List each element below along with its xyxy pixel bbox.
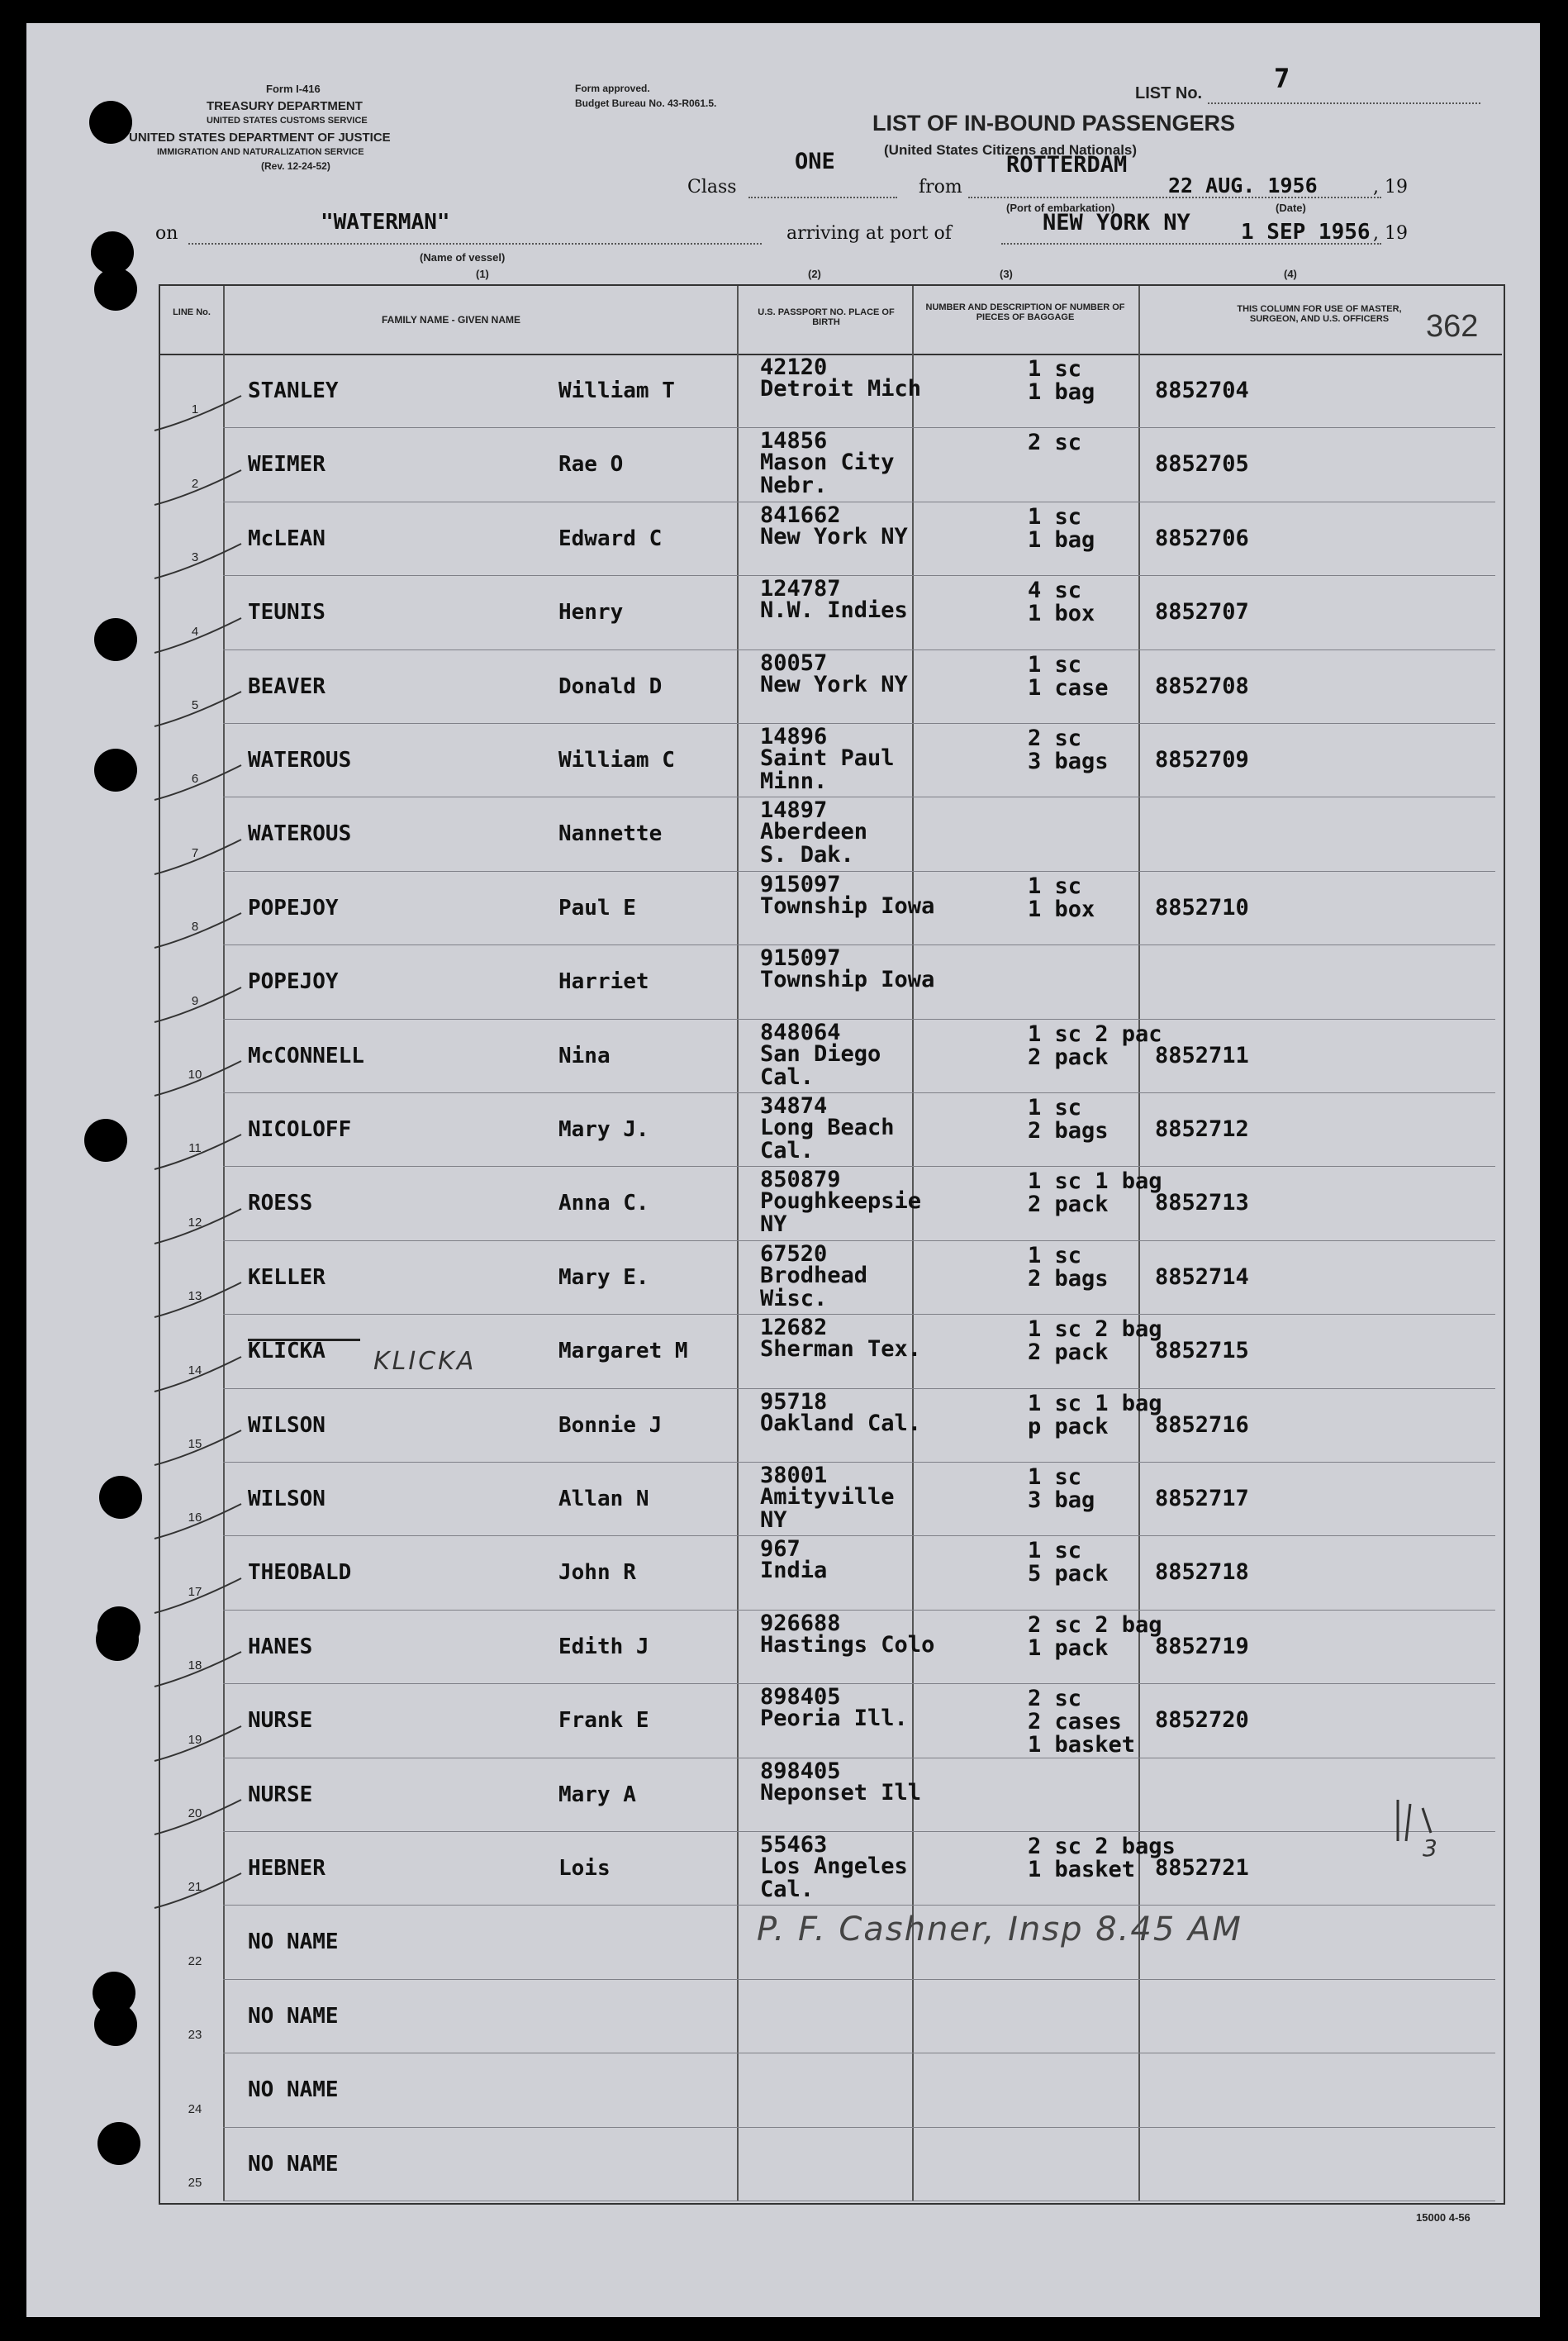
class-value: ONE (795, 149, 835, 174)
baggage-line-2: p pack (1028, 1413, 1109, 1439)
line-number: 19 (188, 1732, 202, 1747)
row-divider (223, 723, 1495, 724)
baggage-line-1: 1 sc (1028, 873, 1082, 899)
passport-number: 915097 (760, 871, 841, 897)
baggage-line-2: 2 cases (1028, 1709, 1122, 1735)
birthplace: Township Iowa (760, 892, 935, 919)
birthplace: Neponset Ill (760, 1779, 922, 1806)
birthplace-state: Nebr. (760, 473, 828, 499)
baggage-line-1: 2 sc 2 bag (1028, 1611, 1162, 1638)
line-number: 11 (188, 1141, 202, 1156)
given-name: Bonnie J (558, 1412, 663, 1438)
baggage-line-1: 1 sc 1 bag (1028, 1390, 1162, 1416)
passport-number: 898405 (760, 1758, 841, 1784)
family-name: McCONNELL (248, 1043, 364, 1068)
baggage-line-1: 1 sc (1028, 503, 1082, 530)
row-divider (223, 649, 1495, 650)
list-number: 7 (1274, 63, 1290, 94)
embarkation-label: (Port of embarkation) (1006, 202, 1115, 214)
row-divider (223, 1092, 1495, 1093)
birthplace: Township Iowa (760, 967, 935, 993)
baggage-line-1: 1 sc 2 bag (1028, 1316, 1162, 1343)
row-divider (223, 871, 1495, 872)
row-divider (223, 1314, 1495, 1315)
birthplace: Sherman Tex. (760, 1336, 922, 1363)
baggage-line-2: 1 bag (1028, 526, 1095, 553)
baggage-line-1: 1 sc (1028, 356, 1082, 382)
family-name: WEIMER (248, 452, 325, 478)
given-name: John R (558, 1560, 636, 1586)
line-number: 9 (191, 993, 199, 1008)
check-stroke (150, 1645, 249, 1695)
family-name: KLICKA (248, 1339, 325, 1364)
row-divider (223, 944, 1495, 945)
on-label: on (155, 223, 178, 244)
manifest-page (26, 23, 1540, 2317)
manifest-title: LIST OF IN-BOUND PASSENGERS (872, 111, 1236, 136)
family-name: WATEROUS (248, 748, 352, 773)
check-stroke (150, 1128, 249, 1178)
given-name: Edith J (558, 1634, 649, 1659)
row-divider (223, 1240, 1495, 1241)
row-divider (223, 1831, 1495, 1832)
line-number: 7 (191, 845, 199, 860)
line-number: 12 (188, 1215, 202, 1230)
baggage-line-2: 3 bags (1028, 749, 1109, 774)
check-stroke (150, 1867, 249, 1916)
baggage-check-number: 8852708 (1155, 673, 1249, 699)
row-divider (223, 1610, 1495, 1611)
given-name: Anna C. (558, 1191, 649, 1216)
baggage-line-2: 2 pack (1028, 1044, 1109, 1070)
family-name: KELLER (248, 1264, 325, 1290)
given-name: Paul E (558, 895, 636, 921)
line-number: 5 (191, 698, 199, 712)
check-stroke (150, 1424, 249, 1473)
baggage-line-1: 2 sc (1028, 430, 1082, 456)
given-name: Margaret M (558, 1339, 688, 1364)
col-header-passport: U.S. PASSPORT NO. PLACE OF BIRTH (758, 307, 895, 327)
margin-tick-mark (1390, 1791, 1447, 1858)
date-label: (Date) (1276, 202, 1306, 214)
birthplace: Poughkeepsie (760, 1188, 922, 1215)
passport-number: 841662 (760, 502, 841, 528)
baggage-line-2: 2 bags (1028, 1118, 1109, 1144)
baggage-line-1: 1 sc (1028, 1242, 1082, 1268)
birthplace: New York NY (760, 523, 908, 550)
line-number: 17 (188, 1584, 202, 1599)
baggage-line-2: 1 bag (1028, 379, 1095, 405)
check-stroke (150, 1054, 249, 1104)
check-stroke (150, 981, 249, 1030)
baggage-line-1: 1 sc (1028, 1095, 1082, 1121)
revision: (Rev. 12-24-52) (261, 160, 330, 172)
birthplace: Detroit Mich (760, 376, 922, 402)
family-name: McLEAN (248, 526, 325, 551)
given-name: Harriet (558, 969, 649, 995)
family-name: NO NAME (248, 2151, 339, 2177)
baggage-line-1: 1 sc 2 pac (1028, 1021, 1162, 1047)
birthplace: Long Beach (760, 1115, 895, 1140)
line-number: 24 (188, 2101, 202, 2116)
year-suffix-2: , 19 (1373, 223, 1408, 244)
row-divider (223, 1979, 1495, 1980)
passport-number: 967 (760, 1536, 801, 1563)
line-number: 15 (188, 1437, 202, 1451)
baggage-line-1: 4 sc (1028, 578, 1082, 604)
check-stroke (150, 1350, 249, 1400)
line-number: 6 (191, 772, 199, 787)
baggage-check-number: 8852713 (1155, 1190, 1249, 1216)
baggage-line-2: 1 box (1028, 601, 1095, 627)
class-label: Class (687, 177, 737, 197)
line-number: 1 (191, 402, 199, 417)
passport-number: 848064 (760, 1019, 841, 1045)
row-divider (223, 427, 1495, 428)
baggage-check-number: 8852720 (1155, 1707, 1249, 1734)
line-number: 18 (188, 1658, 202, 1673)
birthplace: Brodhead (760, 1262, 868, 1288)
given-name: William C (558, 748, 675, 773)
embarkation-date: 22 AUG. 1956 (1168, 174, 1318, 197)
baggage-line-3: 1 basket (1028, 1732, 1136, 1758)
family-name: WATEROUS (248, 821, 352, 847)
passport-number: 850879 (760, 1167, 841, 1193)
check-stroke (150, 1720, 249, 1769)
given-name: Edward C (558, 526, 663, 551)
birthplace: San Diego (760, 1040, 881, 1067)
passport-number: 14856 (760, 428, 828, 454)
baggage-check-number: 8852711 (1155, 1042, 1249, 1068)
binder-hole (97, 2122, 140, 2165)
check-stroke (150, 1202, 249, 1252)
col-3-marker: (3) (1000, 268, 1013, 280)
line-number: 2 (191, 476, 199, 491)
year-suffix: , 19 (1373, 177, 1408, 197)
form-approved: Form approved. (575, 83, 650, 94)
row-divider (223, 1683, 1495, 1684)
col-header-baggage: NUMBER AND DESCRIPTION OF NUMBER OF PIECES OF BAGGAGE (925, 302, 1125, 322)
baggage-check-number: 8852719 (1155, 1633, 1249, 1659)
row-divider (223, 1905, 1495, 1906)
ins-service: IMMIGRATION AND NATURALIZATION SERVICE (157, 147, 364, 157)
family-name: NO NAME (248, 2003, 339, 2029)
passport-number: 12682 (760, 1315, 828, 1341)
family-name: BEAVER (248, 673, 325, 699)
birthplace: Los Angeles (760, 1853, 908, 1879)
line-number: 13 (188, 1289, 202, 1304)
baggage-line-2: 1 box (1028, 896, 1095, 922)
given-name: Mary A (558, 1782, 636, 1807)
birthplace: Peoria Ill. (760, 1706, 908, 1732)
line-number: 14 (188, 1363, 202, 1377)
family-name: HEBNER (248, 1856, 325, 1881)
baggage-check-number: 8852717 (1155, 1486, 1249, 1511)
birthplace-state: Cal. (760, 1138, 815, 1163)
baggage-check-number: 8852704 (1155, 378, 1249, 403)
baggage-line-1: 1 sc (1028, 1464, 1082, 1490)
family-name: THEOBALD (248, 1560, 352, 1586)
given-name: Mary J. (558, 1117, 649, 1142)
check-stroke (150, 906, 249, 956)
department-treasury: TREASURY DEPARTMENT (207, 99, 363, 113)
footer-code: 15000 4-56 (1416, 2211, 1471, 2224)
line-number: 3 (191, 550, 199, 565)
row-divider (223, 1019, 1495, 1020)
margin-mark: 3 (1423, 1834, 1437, 1862)
baggage-line-1: 1 sc (1028, 651, 1082, 678)
col-1-marker: (1) (476, 268, 489, 280)
birthplace-state: Cal. (760, 1063, 815, 1090)
binder-hole (94, 2003, 137, 2046)
birthplace-state: Cal. (760, 1877, 815, 1902)
line-number: 25 (188, 2176, 202, 2190)
line-number: 8 (191, 920, 199, 935)
line-number: 20 (188, 1806, 202, 1820)
list-no-label: LIST No. (1135, 84, 1203, 102)
family-name: HANES (248, 1634, 313, 1659)
row-divider (223, 1462, 1495, 1463)
check-stroke (150, 1276, 249, 1325)
family-name: TEUNIS (248, 600, 325, 626)
family-name: WILSON (248, 1412, 325, 1438)
check-stroke (150, 1793, 249, 1843)
binder-hole (89, 101, 132, 144)
binder-hole (94, 268, 137, 311)
passport-number: 124787 (760, 576, 841, 602)
baggage-line-2: 3 bag (1028, 1487, 1095, 1513)
family-name: ROESS (248, 1191, 313, 1216)
baggage-line-1: 2 sc (1028, 726, 1082, 751)
baggage-check-number: 8852721 (1155, 1855, 1249, 1881)
line-number: 22 (188, 1953, 202, 1968)
birthplace: India (760, 1558, 828, 1584)
baggage-line-2: 1 pack (1028, 1634, 1109, 1661)
baggage-check-number: 8852707 (1155, 599, 1249, 626)
passport-number: 95718 (760, 1388, 828, 1415)
family-name: WILSON (248, 1487, 325, 1511)
binder-hole (99, 1476, 142, 1519)
baggage-check-number: 8852718 (1155, 1559, 1249, 1586)
row-divider (223, 1388, 1495, 1389)
birthplace: Amityville (760, 1484, 895, 1510)
arrival-port: NEW YORK NY (1043, 210, 1190, 236)
line-number: 16 (188, 1511, 202, 1525)
birthplace-state: S. Dak. (760, 842, 854, 868)
baggage-line-2: 1 basket (1028, 1857, 1136, 1882)
check-stroke (150, 1572, 249, 1621)
check-stroke (150, 759, 249, 808)
binder-hole (84, 1119, 127, 1162)
family-name: NURSE (248, 1708, 313, 1734)
birthplace: N.W. Indies (760, 597, 908, 624)
baggage-check-number: 8852706 (1155, 525, 1249, 551)
form-number: Form I-416 (266, 83, 321, 95)
passport-number: 898405 (760, 1684, 841, 1711)
baggage-check-number: 8852714 (1155, 1263, 1249, 1290)
passport-number: 34874 (760, 1093, 828, 1119)
given-name: Mary E. (558, 1264, 649, 1290)
family-name: NICOLOFF (248, 1117, 352, 1142)
baggage-line-2: 5 pack (1028, 1561, 1109, 1587)
col-header-line: LINE No. (173, 307, 211, 317)
passport-number: 14897 (760, 797, 828, 824)
check-stroke (150, 611, 249, 661)
check-stroke (150, 537, 249, 587)
birthplace: Aberdeen (760, 819, 868, 845)
baggage-check-number: 8852716 (1155, 1411, 1249, 1438)
line-number: 4 (191, 624, 199, 639)
given-name: Allan N (558, 1487, 649, 1511)
family-name: NURSE (248, 1782, 313, 1807)
given-name: Frank E (558, 1708, 649, 1734)
baggage-check-number: 8852705 (1155, 451, 1249, 478)
line-number: 23 (188, 2028, 202, 2043)
baggage-line-2: 2 pack (1028, 1339, 1109, 1366)
birthplace: Saint Paul (760, 745, 895, 771)
given-name: Henry (558, 600, 624, 626)
arriving-label: arriving at port of (786, 223, 952, 244)
row-divider (223, 1166, 1495, 1167)
passport-number: 42120 (760, 354, 828, 380)
given-name: Lois (558, 1856, 611, 1881)
birthplace-state: Wisc. (760, 1285, 828, 1311)
passport-number: 67520 (760, 1240, 828, 1267)
birthplace: Hastings Colo (760, 1631, 935, 1658)
from-port: ROTTERDAM (1006, 152, 1128, 178)
baggage-line-1: 1 sc (1028, 1538, 1082, 1564)
binder-hole (96, 1618, 139, 1661)
baggage-line-2: 2 bags (1028, 1265, 1109, 1292)
baggage-line-2: 2 pack (1028, 1192, 1109, 1218)
check-stroke (150, 389, 249, 439)
baggage-check-number: 8852710 (1155, 894, 1249, 921)
family-name: POPEJOY (248, 969, 339, 995)
row-divider (223, 1535, 1495, 1536)
check-stroke (150, 464, 249, 513)
birthplace: Oakland Cal. (760, 1410, 922, 1436)
given-name: Rae O (558, 452, 624, 478)
given-name: Donald D (558, 673, 663, 699)
vessel-label: (Name of vessel) (420, 251, 506, 264)
baggage-check-number: 8852709 (1155, 747, 1249, 773)
passport-number: 38001 (760, 1463, 828, 1488)
col-4-marker: (4) (1284, 268, 1297, 280)
department-justice: UNITED STATES DEPARTMENT OF JUSTICE (129, 131, 391, 145)
handwritten-correction: KLICKA (373, 1347, 477, 1376)
passport-number: 915097 (760, 945, 841, 972)
birthplace-state: NY (760, 1507, 787, 1533)
family-name: NO NAME (248, 1929, 339, 1955)
customs-service: UNITED STATES CUSTOMS SERVICE (207, 116, 368, 126)
family-name: POPEJOY (248, 895, 339, 921)
passport-number: 80057 (760, 649, 828, 676)
arrival-date-stamp: 1 SEP 1956 (1241, 220, 1371, 245)
strike-mark (248, 1339, 360, 1341)
row-divider (223, 2127, 1495, 2128)
family-name: NO NAME (248, 2077, 339, 2103)
baggage-check-number: 8852712 (1155, 1116, 1249, 1142)
birthplace: New York NY (760, 671, 908, 697)
baggage-line-1: 2 sc (1028, 1686, 1082, 1712)
baggage-line-1: 2 sc 2 bags (1028, 1834, 1176, 1859)
col-2-marker: (2) (808, 268, 821, 280)
check-stroke (150, 833, 249, 883)
col-header-officers: THIS COLUMN FOR USE OF MASTER, SURGEON, AND U.S. OFFICERS (1237, 304, 1402, 324)
passport-number: 14896 (760, 724, 828, 749)
stamped-number: 362 (1426, 309, 1479, 344)
vessel-name: "WATERMAN" (321, 210, 450, 235)
from-label: from (919, 177, 962, 197)
birthplace-state: Minn. (760, 768, 828, 794)
baggage-line-2: 1 case (1028, 674, 1109, 701)
family-name: STANLEY (248, 378, 339, 403)
line-number: 10 (188, 1068, 202, 1082)
check-stroke (150, 1497, 249, 1547)
baggage-check-number: 8852715 (1155, 1338, 1249, 1364)
given-name: Nannette (558, 821, 663, 847)
passport-number: 926688 (760, 1610, 841, 1636)
passport-number: 55463 (760, 1832, 828, 1858)
line-number: 21 (188, 1880, 202, 1895)
inspector-signature: P. F. Cashner, Insp 8.45 AM (757, 1910, 1243, 1948)
col-header-name: FAMILY NAME - GIVEN NAME (382, 314, 521, 326)
manifest-subtitle: (United States Citizens and Nationals) (884, 142, 1138, 158)
birthplace: Mason City (760, 450, 895, 476)
budget-bureau: Budget Bureau No. 43-R061.5. (575, 98, 717, 109)
given-name: Nina (558, 1043, 611, 1068)
baggage-line-1: 1 sc 1 bag (1028, 1168, 1162, 1195)
given-name: William T (558, 378, 675, 403)
check-stroke (150, 685, 249, 735)
birthplace-state: NY (760, 1211, 787, 1238)
row-divider (223, 575, 1495, 576)
binder-hole (94, 749, 137, 792)
binder-hole (94, 618, 137, 661)
